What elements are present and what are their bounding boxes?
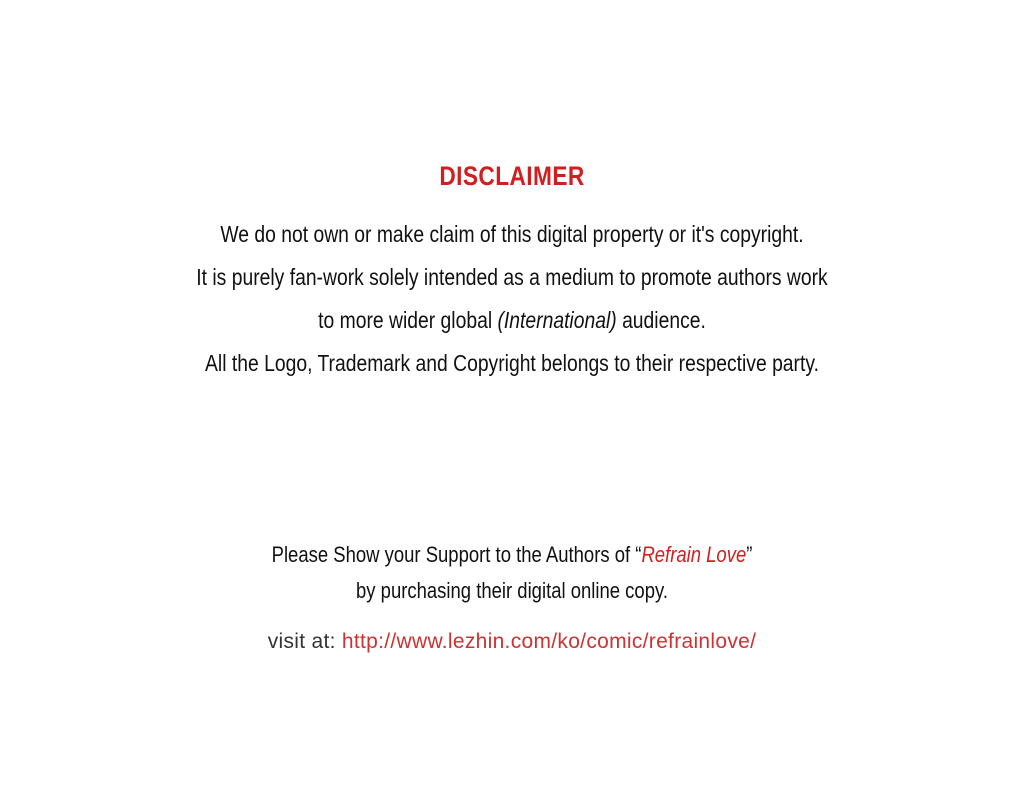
disclaimer-line-3-suffix: audience. [616, 307, 706, 333]
page-title: DISCLAIMER [439, 161, 585, 191]
publisher-url-link[interactable]: http://www.lezhin.com/ko/comic/refrainlove/ [341, 630, 757, 653]
support-line-1-prefix: Please Show your Support to the Authors of “ [271, 542, 642, 567]
visit-line [0, 627, 1024, 657]
disclaimer-line-3-prefix: to more wider global [318, 307, 498, 333]
support-line-2: by purchasing their digital online copy. [356, 578, 668, 603]
disclaimer-line-3 [82, 299, 942, 342]
series-title: Refrain Love [641, 542, 747, 567]
visit-label: visit at: [267, 630, 342, 653]
disclaimer-line-4: All the Logo, Trademark and Copyright belongs to their respective party. [205, 350, 819, 376]
disclaimer-body [82, 213, 942, 385]
disclaimer-line-1: We do not own or make claim of this digital property or it's copyright. [220, 221, 804, 247]
support-line-1-suffix: ” [746, 542, 753, 567]
support-message [82, 537, 942, 609]
support-line-1 [82, 537, 942, 573]
disclaimer-line-2: It is purely fan-work solely intended as a medium to promote authors work [196, 264, 828, 290]
disclaimer-line-3-international: (International) [497, 307, 617, 333]
